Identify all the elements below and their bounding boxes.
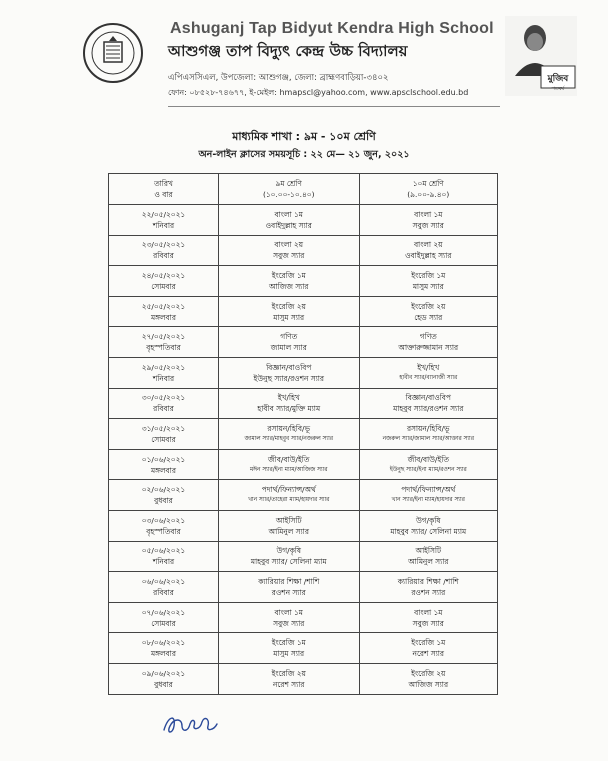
class-ten-cell xyxy=(359,357,498,388)
class-nine-subject: ইংরেজি ২য় xyxy=(271,668,306,678)
date-day-cell xyxy=(109,633,219,664)
row-date: ২৩/০৫/২০২১ xyxy=(141,240,186,250)
class-ten-cell xyxy=(359,510,498,541)
table-body xyxy=(109,205,498,695)
header-day-label: ও বার xyxy=(154,190,173,199)
class-ten-subject: ক্যারিয়ার শিক্ষা /শাশি xyxy=(397,576,459,586)
signature-image xyxy=(160,708,220,738)
class-nine-cell xyxy=(218,633,359,664)
row-day: বুধবার xyxy=(154,679,173,689)
portrait-badge-image xyxy=(505,16,577,96)
header-class-nine-label: ৯ম শ্রেণি xyxy=(275,179,302,188)
class-nine-teacher: জামাল স্যার/মাহবুব স্যার/নজরুল স্যার xyxy=(244,435,333,442)
class-ten-subject: ইংরেজি ১ম xyxy=(411,270,446,280)
class-ten-cell xyxy=(359,205,498,236)
svg-text:শতবর্ষ: শতবর্ষ xyxy=(551,86,565,92)
class-nine-subject: ইংরেজি ১ম xyxy=(271,638,306,648)
class-ten-teacher: হেড স্যার xyxy=(414,312,443,322)
class-schedule-table xyxy=(108,173,498,695)
class-nine-teacher: ওবাইদুল্লাহ স্যার xyxy=(265,220,312,230)
class-nine-teacher: আমিনুল স্যার xyxy=(268,526,309,536)
class-ten-cell xyxy=(359,266,498,297)
date-day-cell xyxy=(109,296,219,327)
table-row xyxy=(109,205,498,236)
row-date: ০৮/০৬/২০২১ xyxy=(141,638,186,648)
table-row xyxy=(109,296,498,327)
row-date: ০৩/০৬/২০২১ xyxy=(141,515,186,525)
class-nine-teacher: হাবীব স্যার/মুক্তি ম্যাম xyxy=(257,404,321,414)
row-date: ০২/০৬/২০২১ xyxy=(141,485,186,495)
class-ten-subject: পদার্থ/ফিন্যান্স/অর্থ xyxy=(401,485,456,495)
date-day-cell xyxy=(109,235,219,266)
row-day: সোমবার xyxy=(151,434,176,444)
row-date: ২৪/০৫/২০২১ xyxy=(141,270,186,280)
row-day: বৃহস্পতিবার xyxy=(146,526,181,536)
class-ten-teacher: নজরুল স্যার/জামাল স্যার/আক্তার স্যার xyxy=(382,435,474,442)
class-nine-subject: ইংরেজি ১ম xyxy=(271,270,306,280)
date-day-cell xyxy=(109,266,219,297)
row-date: ২৭/০৫/২০২১ xyxy=(141,332,186,342)
class-ten-subject: ইংরেজি ১ম xyxy=(411,638,446,648)
class-ten-teacher: আজিজ স্যার xyxy=(408,679,449,689)
table-row xyxy=(109,266,498,297)
table-row xyxy=(109,663,498,694)
class-ten-cell xyxy=(359,633,498,664)
row-day: মঙ্গলবার xyxy=(151,312,176,322)
class-ten-teacher: হাবীব স্যার/ব্যানার্জী স্যার xyxy=(399,374,458,381)
row-date: ২৫/০৫/২০২১ xyxy=(141,301,186,311)
row-day: সোমবার xyxy=(151,618,176,628)
class-nine-teacher: ইউনুছ স্যার/রওশন স্যার xyxy=(253,373,324,383)
table-row xyxy=(109,388,498,419)
date-day-cell xyxy=(109,480,219,511)
class-nine-teacher: মঈন স্যার/ইনা ম্যাম/আজিজ স্যার xyxy=(250,466,328,473)
row-day: রবিবার xyxy=(153,251,174,261)
svg-text:মুজিব: মুজিব xyxy=(547,74,569,84)
class-ten-subject: ইখ/হিখ xyxy=(417,362,440,372)
row-date: ২৯/০৫/২০২১ xyxy=(141,362,186,372)
school-address: এপিএসসিএল, উপজেলা: আশুগঞ্জ, জেলা: ব্রাহ্মণবাড়িয়া-৩৪০২ xyxy=(168,73,389,83)
class-nine-subject: পদার্থ/ফিন্যান্স/অর্থ xyxy=(261,485,316,495)
header-class-nine-time: (১০.০০-১০.৪০) xyxy=(262,190,315,199)
row-day: শনিবার xyxy=(152,373,175,383)
table-row xyxy=(109,449,498,480)
table-row xyxy=(109,480,498,511)
row-day: সোমবার xyxy=(151,281,176,291)
class-nine-cell xyxy=(218,449,359,480)
row-date: ০৯/০৬/২০২১ xyxy=(141,668,186,678)
class-ten-teacher: ওবাইদুল্লাহ স্যার xyxy=(405,251,452,261)
class-ten-subject: বিজ্ঞান/বাওবিপ xyxy=(405,393,451,403)
class-nine-cell xyxy=(218,602,359,633)
page-subtitle: অন-লাইন ক্লাসের সময়সূচি : ২২ মে— ২১ জুন, ২০২১ xyxy=(198,149,410,160)
table-row xyxy=(109,235,498,266)
row-day: মঙ্গলবার xyxy=(151,649,176,659)
header-date-label: তারিখ xyxy=(154,179,173,188)
class-ten-cell xyxy=(359,602,498,633)
class-nine-subject: বাংলা ১ম xyxy=(274,607,303,617)
class-nine-teacher: খান স্যার/তাহেরা ম্যাম/হায়দার স্যার xyxy=(248,497,330,504)
class-nine-cell xyxy=(218,480,359,511)
class-nine-subject: রসায়ন/হিবি/ভূ xyxy=(267,423,310,433)
class-nine-subject: ইংরেজি ২য় xyxy=(271,301,306,311)
table-header-row xyxy=(109,174,498,205)
table-row xyxy=(109,327,498,358)
date-day-cell xyxy=(109,205,219,236)
class-ten-teacher: মাহবুব স্যার/ সেলিনা ম্যাম xyxy=(390,526,467,536)
class-nine-subject: ইখ/হিখ xyxy=(277,393,300,403)
row-date: ০৭/০৬/২০২১ xyxy=(141,607,186,617)
date-day-cell xyxy=(109,388,219,419)
class-ten-cell xyxy=(359,663,498,694)
class-nine-teacher: মাহবুব স্যার/ সেলিনা ম্যাম xyxy=(250,557,327,567)
class-ten-subject: আইসিটি xyxy=(415,546,442,556)
class-ten-subject: জীব/বাউ/ইতি xyxy=(407,454,449,464)
date-day-cell xyxy=(109,327,219,358)
header-class-nine xyxy=(218,174,359,205)
class-nine-subject: আইসিটি xyxy=(275,515,302,525)
class-nine-cell xyxy=(218,388,359,419)
table-row xyxy=(109,633,498,664)
row-day: বুধবার xyxy=(154,496,173,506)
class-nine-teacher: জামাল স্যার xyxy=(270,343,307,353)
date-day-cell xyxy=(109,357,219,388)
class-nine-teacher: মাসুম স্যার xyxy=(273,649,305,659)
class-ten-cell xyxy=(359,388,498,419)
class-ten-subject: বাংলা ১ম xyxy=(414,607,443,617)
class-nine-cell xyxy=(218,510,359,541)
class-ten-cell xyxy=(359,419,498,450)
class-nine-cell xyxy=(218,541,359,572)
row-date: ০৫/০৬/২০২১ xyxy=(141,546,186,556)
class-ten-cell xyxy=(359,480,498,511)
date-day-cell xyxy=(109,541,219,572)
date-day-cell xyxy=(109,510,219,541)
row-date: ৩০/০৫/২০২১ xyxy=(141,393,186,403)
row-date: ০৬/০৬/২০২১ xyxy=(141,576,186,586)
header-divider xyxy=(168,106,500,107)
class-ten-cell xyxy=(359,541,498,572)
row-day: শনিবার xyxy=(152,557,175,567)
class-nine-cell xyxy=(218,572,359,603)
class-nine-teacher: মাসুম স্যার xyxy=(273,312,305,322)
row-date: ০১/০৬/২০২১ xyxy=(141,454,186,464)
class-nine-teacher: নরেশ স্যার xyxy=(273,679,305,689)
row-day: রবিবার xyxy=(153,404,174,414)
table-row xyxy=(109,572,498,603)
class-ten-subject: ইংরেজি ২য় xyxy=(411,668,446,678)
row-day: শনিবার xyxy=(152,220,175,230)
header-class-ten-label: ১০ম শ্রেণি xyxy=(412,179,444,188)
row-day: বৃহস্পতিবার xyxy=(146,343,181,353)
table-row xyxy=(109,357,498,388)
school-logo xyxy=(82,22,144,84)
letterhead xyxy=(0,0,608,112)
class-ten-subject: উগ/কৃষি xyxy=(416,515,441,525)
class-ten-subject: রসায়ন/হিবি/ভূ xyxy=(406,423,450,433)
class-ten-cell xyxy=(359,235,498,266)
class-ten-subject: ইংরেজি ২য় xyxy=(411,301,446,311)
class-nine-cell xyxy=(218,419,359,450)
row-day: রবিবার xyxy=(153,587,174,597)
class-nine-teacher: আজিজ স্যার xyxy=(268,281,309,291)
date-day-cell xyxy=(109,419,219,450)
table-row xyxy=(109,419,498,450)
class-ten-teacher: আমিনুল স্যার xyxy=(408,557,449,567)
date-day-cell xyxy=(109,602,219,633)
date-day-cell xyxy=(109,663,219,694)
table-row xyxy=(109,602,498,633)
class-nine-cell xyxy=(218,235,359,266)
class-ten-cell xyxy=(359,327,498,358)
class-nine-cell xyxy=(218,663,359,694)
header-date-day xyxy=(109,174,219,205)
class-ten-teacher: ইউনুছ স্যার/ইনা ম্যাম/রওশন স্যার xyxy=(389,466,467,473)
class-nine-subject: উগ/কৃষি xyxy=(276,546,301,556)
class-ten-teacher: সবুজ স্যার xyxy=(412,618,444,628)
class-ten-cell xyxy=(359,449,498,480)
class-nine-teacher: সবুজ স্যার xyxy=(273,251,305,261)
row-date: ২২/০৫/২০২১ xyxy=(141,209,186,219)
class-ten-teacher: মাহবুব স্যার/রওশন স্যার xyxy=(393,404,464,414)
class-nine-cell xyxy=(218,296,359,327)
class-nine-cell xyxy=(218,357,359,388)
class-nine-teacher: সবুজ স্যার xyxy=(273,618,305,628)
school-name-bangla: আশুগঞ্জ তাপ বিদ্যুৎ কেন্দ্র উচ্চ বিদ্যালয় xyxy=(168,42,408,60)
class-ten-teacher: সবুজ স্যার xyxy=(412,220,444,230)
class-nine-cell xyxy=(218,327,359,358)
row-day: মঙ্গলবার xyxy=(151,465,176,475)
class-ten-teacher: মাসুম স্যার xyxy=(412,281,444,291)
date-day-cell xyxy=(109,572,219,603)
class-ten-cell xyxy=(359,296,498,327)
class-ten-subject: গণিত xyxy=(419,332,437,342)
class-nine-subject: জীব/বাউ/ইতি xyxy=(268,454,310,464)
class-ten-subject: বাংলা ২য় xyxy=(413,240,443,250)
class-nine-subject: গণিত xyxy=(280,332,298,342)
date-day-cell xyxy=(109,449,219,480)
class-ten-teacher: খান স্যার/ইনা ম্যাম/হায়দার স্যার xyxy=(391,497,465,504)
class-nine-subject: বাংলা ১ম xyxy=(274,209,303,219)
header-class-ten xyxy=(359,174,498,205)
table-row xyxy=(109,541,498,572)
class-ten-teacher: নরেশ স্যার xyxy=(412,649,444,659)
class-ten-teacher: রওশন স্যার xyxy=(411,587,446,597)
school-contact: ফোন: ০৮৫২৮-৭৪৬৭৭, ই-মেইল: hmapscl@yahoo.com, www.apsclschool.edu.bd xyxy=(168,88,469,97)
page-title: মাধ্যমিক শাখা : ৯ম - ১০ম শ্রেণি xyxy=(232,130,376,143)
class-ten-cell xyxy=(359,572,498,603)
table-row xyxy=(109,510,498,541)
class-nine-teacher: রওশন স্যার xyxy=(271,587,306,597)
class-nine-subject: ক্যারিয়ার শিক্ষা /শাশি xyxy=(258,576,320,586)
header-class-ten-time: (৯.০০-৯.৪০) xyxy=(407,190,450,199)
class-ten-teacher: আক্তারুজ্জামান স্যার xyxy=(398,343,459,353)
class-nine-cell xyxy=(218,205,359,236)
school-name-english: Ashuganj Tap Bidyut Kendra High School xyxy=(170,20,494,37)
class-nine-subject: বাংলা ২য় xyxy=(274,240,304,250)
class-ten-subject: বাংলা ১ম xyxy=(414,209,443,219)
row-date: ৩১/০৫/২০২১ xyxy=(141,423,186,433)
class-nine-subject: বিজ্ঞান/বাওবিপ xyxy=(266,362,312,372)
class-nine-cell xyxy=(218,266,359,297)
